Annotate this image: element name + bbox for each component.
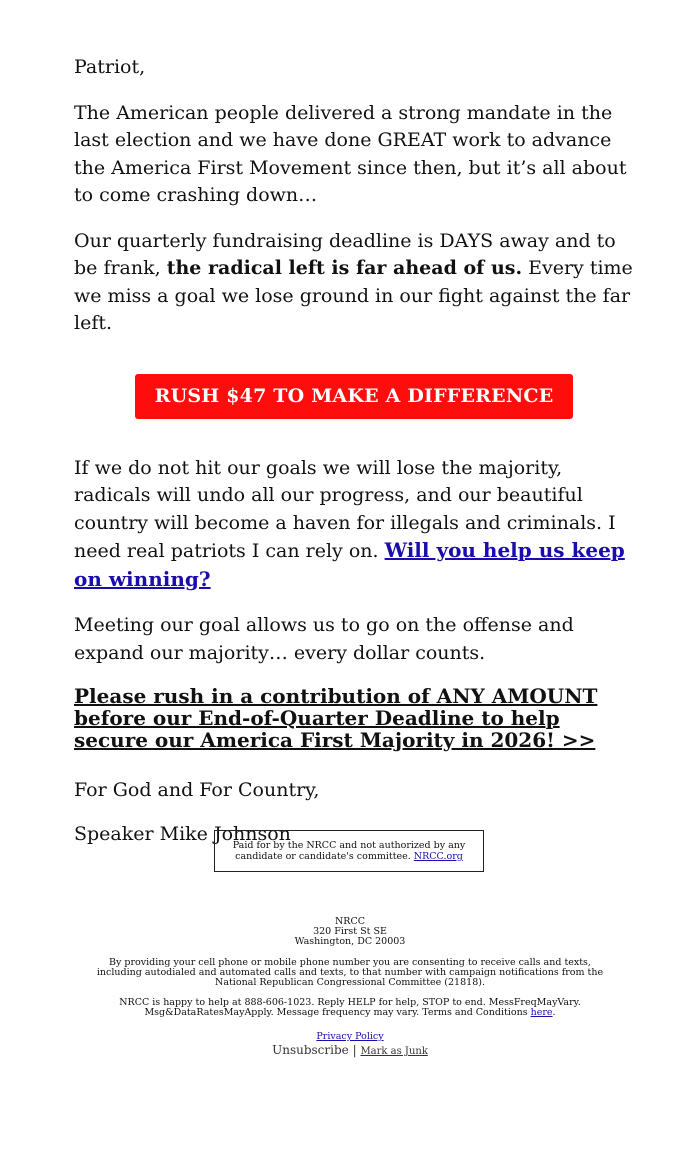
donate-cta-button[interactable]: RUSH $47 TO MAKE A DIFFERENCE [135, 374, 574, 419]
paragraph-deadline [74, 228, 634, 338]
nrcc-site-link[interactable]: NRCC.org [413, 851, 463, 862]
help-text-body: NRCC is happy to help at 888-606-1023. Reply HELP for help, STOP to end. MessFreqMayVary. Msg&DataRatesMayApply. Message frequency may vary. Terms and Conditions [119, 997, 581, 1018]
paragraph-majority-text: If we do not hit our goals we will lose the majority, radicals will undo all our progress, and our beautiful country will become a haven for illegals and criminals. I need real patriots I can rely on. [74, 456, 616, 562]
privacy-row [90, 1032, 610, 1042]
keep-winning-link[interactable]: Will you help us keep on winning? [74, 538, 625, 591]
paid-for-disclaimer [214, 830, 484, 872]
sms-consent-text: By providing your cell phone or mobile phone number you are consenting to receive calls and texts, including autodialed and automated calls and texts, to that number with campaign notifications from the National Republican Congressional Committee (21818). [96, 957, 604, 988]
street-address: 320 First St SE [313, 926, 387, 937]
help-text-end: . [552, 1007, 556, 1018]
disclaimer-text: Paid for by the NRCC and not authorized by any candidate or candidate's committee. [232, 840, 466, 862]
terms-link[interactable]: here [530, 1007, 553, 1018]
unsubscribe-row [90, 1043, 610, 1059]
separator: | [348, 1043, 361, 1057]
cta-wrapper [74, 374, 634, 419]
signoff: For God and For Country, [74, 779, 320, 801]
paragraph-majority [74, 455, 634, 595]
signature: Speaker Mike Johnson [74, 822, 291, 845]
paragraph-mandate: The American people delivered a strong mandate in the last election and we have done GREAT work to advance the America First Movement since then, but it’s all about to come crashing down… [74, 101, 627, 206]
org-name: NRCC [334, 916, 365, 927]
email-body [74, 54, 634, 866]
paragraph-deadline-prefix: Our quarterly fundraising deadline is DAYS away and to be frank, [74, 229, 616, 279]
mark-as-junk-link[interactable]: Mark as Junk [360, 1046, 428, 1057]
paragraph-deadline-suffix: Every time we miss a goal we lose ground in our fight against the far left. [74, 257, 633, 334]
greeting: Patriot, [74, 56, 146, 78]
contribute-link[interactable]: Please rush in a contribution of ANY AMOUNT before our End-of-Quarter Deadline to help secure our America First Majority in 2026! >> [74, 684, 598, 752]
city-address: Washington, DC 20003 [294, 936, 406, 947]
privacy-policy-link[interactable]: Privacy Policy [316, 1031, 384, 1042]
unsubscribe-text: Unsubscribe [272, 1043, 349, 1057]
email-footer [90, 917, 610, 1059]
mailing-address [90, 917, 610, 947]
help-text [90, 998, 610, 1018]
paragraph-deadline-bold: the radical left is far ahead of us. [166, 257, 523, 279]
paragraph-goal: Meeting our goal allows us to go on the offense and expand our majority… every dollar counts. [74, 614, 574, 664]
